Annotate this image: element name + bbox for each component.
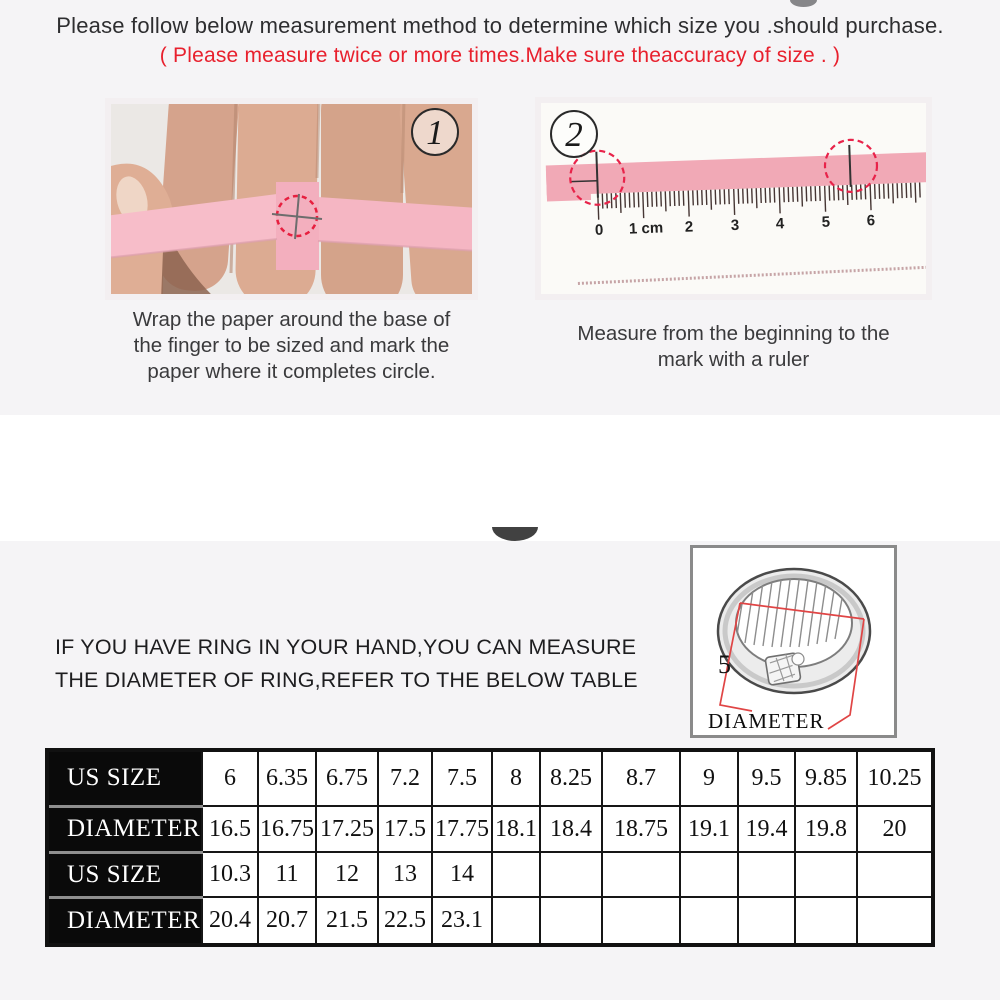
size-cell: 20.4 bbox=[202, 897, 258, 945]
size-cell bbox=[857, 852, 933, 897]
svg-text:2: 2 bbox=[684, 218, 694, 236]
size-cell bbox=[680, 897, 738, 945]
row-header-cell: US SIZE bbox=[47, 852, 202, 897]
page-subtitle: ( Please measure twice or more times.Make sure theaccuracy of size . ) bbox=[159, 44, 841, 67]
size-cell: 17.25 bbox=[316, 806, 378, 852]
size-cell: 8.25 bbox=[540, 750, 602, 806]
table-row bbox=[47, 806, 933, 852]
size-cell: 13 bbox=[378, 852, 432, 897]
row-header-cell: DIAMETER bbox=[47, 897, 202, 945]
table-row bbox=[47, 852, 933, 897]
size-cell: 7.2 bbox=[378, 750, 432, 806]
table-row bbox=[47, 897, 933, 945]
svg-text:1 cm: 1 cm bbox=[628, 219, 664, 238]
size-cell: 19.1 bbox=[680, 806, 738, 852]
size-cell: 16.5 bbox=[202, 806, 258, 852]
size-cell: 6 bbox=[202, 750, 258, 806]
size-cell: 18.4 bbox=[540, 806, 602, 852]
row-header-cell: US SIZE bbox=[47, 750, 202, 806]
svg-text:4: 4 bbox=[775, 215, 785, 233]
size-cell: 17.75 bbox=[432, 806, 492, 852]
svg-text:6: 6 bbox=[866, 212, 876, 230]
diamond-stone bbox=[765, 653, 804, 686]
size-cell bbox=[540, 897, 602, 945]
size-cell: 10.3 bbox=[202, 852, 258, 897]
size-cell: 9 bbox=[680, 750, 738, 806]
step2-caption: Measure from the beginning to the mark with a ruler bbox=[577, 322, 890, 371]
size-cell: 6.35 bbox=[258, 750, 316, 806]
size-cell: 9.85 bbox=[795, 750, 857, 806]
step1-caption: Wrap the paper around the base of the finger to be sized and mark the paper where it completes circle. bbox=[132, 308, 451, 383]
size-cell: 14 bbox=[432, 852, 492, 897]
svg-text:0: 0 bbox=[594, 221, 604, 239]
size-cell: 6.75 bbox=[316, 750, 378, 806]
size-cell: 23.1 bbox=[432, 897, 492, 945]
size-cell bbox=[738, 897, 795, 945]
size-cell: 9.5 bbox=[738, 750, 795, 806]
size-cell bbox=[492, 897, 540, 945]
step1-hand-photo bbox=[105, 98, 478, 300]
size-cell: 18.75 bbox=[602, 806, 680, 852]
size-cell: 17.5 bbox=[378, 806, 432, 852]
white-divider-band bbox=[0, 415, 1000, 541]
step1-number: 1 bbox=[426, 113, 444, 152]
size-cell bbox=[795, 852, 857, 897]
ring-size-number: 5 bbox=[718, 650, 731, 679]
ring-size-table bbox=[45, 748, 935, 947]
size-cell: 20 bbox=[857, 806, 933, 852]
row-header-cell: DIAMETER bbox=[47, 806, 202, 852]
size-cell bbox=[857, 897, 933, 945]
svg-text:3: 3 bbox=[730, 216, 740, 235]
size-cell: 20.7 bbox=[258, 897, 316, 945]
ring-note: IF YOU HAVE RING IN YOUR HAND,YOU CAN MEASURE THE DIAMETER OF RING,REFER TO THE BELOW TABLE bbox=[55, 635, 638, 692]
size-cell: 8.7 bbox=[602, 750, 680, 806]
size-cell bbox=[540, 852, 602, 897]
svg-text:5: 5 bbox=[821, 213, 831, 231]
size-cell: 18.1 bbox=[492, 806, 540, 852]
step2-ruler-photo bbox=[535, 97, 932, 300]
step2-number: 2 bbox=[565, 115, 583, 154]
size-cell: 19.4 bbox=[738, 806, 795, 852]
size-cell bbox=[738, 852, 795, 897]
size-cell: 10.25 bbox=[857, 750, 933, 806]
cropped-bubble-top bbox=[790, 0, 817, 7]
size-cell bbox=[680, 852, 738, 897]
diameter-label: DIAMETER bbox=[708, 709, 825, 733]
size-cell: 11 bbox=[258, 852, 316, 897]
size-cell: 12 bbox=[316, 852, 378, 897]
size-cell bbox=[602, 897, 680, 945]
table-row bbox=[47, 750, 933, 806]
size-cell: 21.5 bbox=[316, 897, 378, 945]
size-cell: 7.5 bbox=[432, 750, 492, 806]
size-cell bbox=[602, 852, 680, 897]
size-cell bbox=[492, 852, 540, 897]
ring-diameter-figure bbox=[690, 545, 897, 738]
size-cell: 16.75 bbox=[258, 806, 316, 852]
size-cell: 19.8 bbox=[795, 806, 857, 852]
size-cell bbox=[795, 897, 857, 945]
size-cell: 22.5 bbox=[378, 897, 432, 945]
size-cell: 8 bbox=[492, 750, 540, 806]
page-title: Please follow below measurement method to determine which size you .should purchase. bbox=[56, 13, 944, 38]
